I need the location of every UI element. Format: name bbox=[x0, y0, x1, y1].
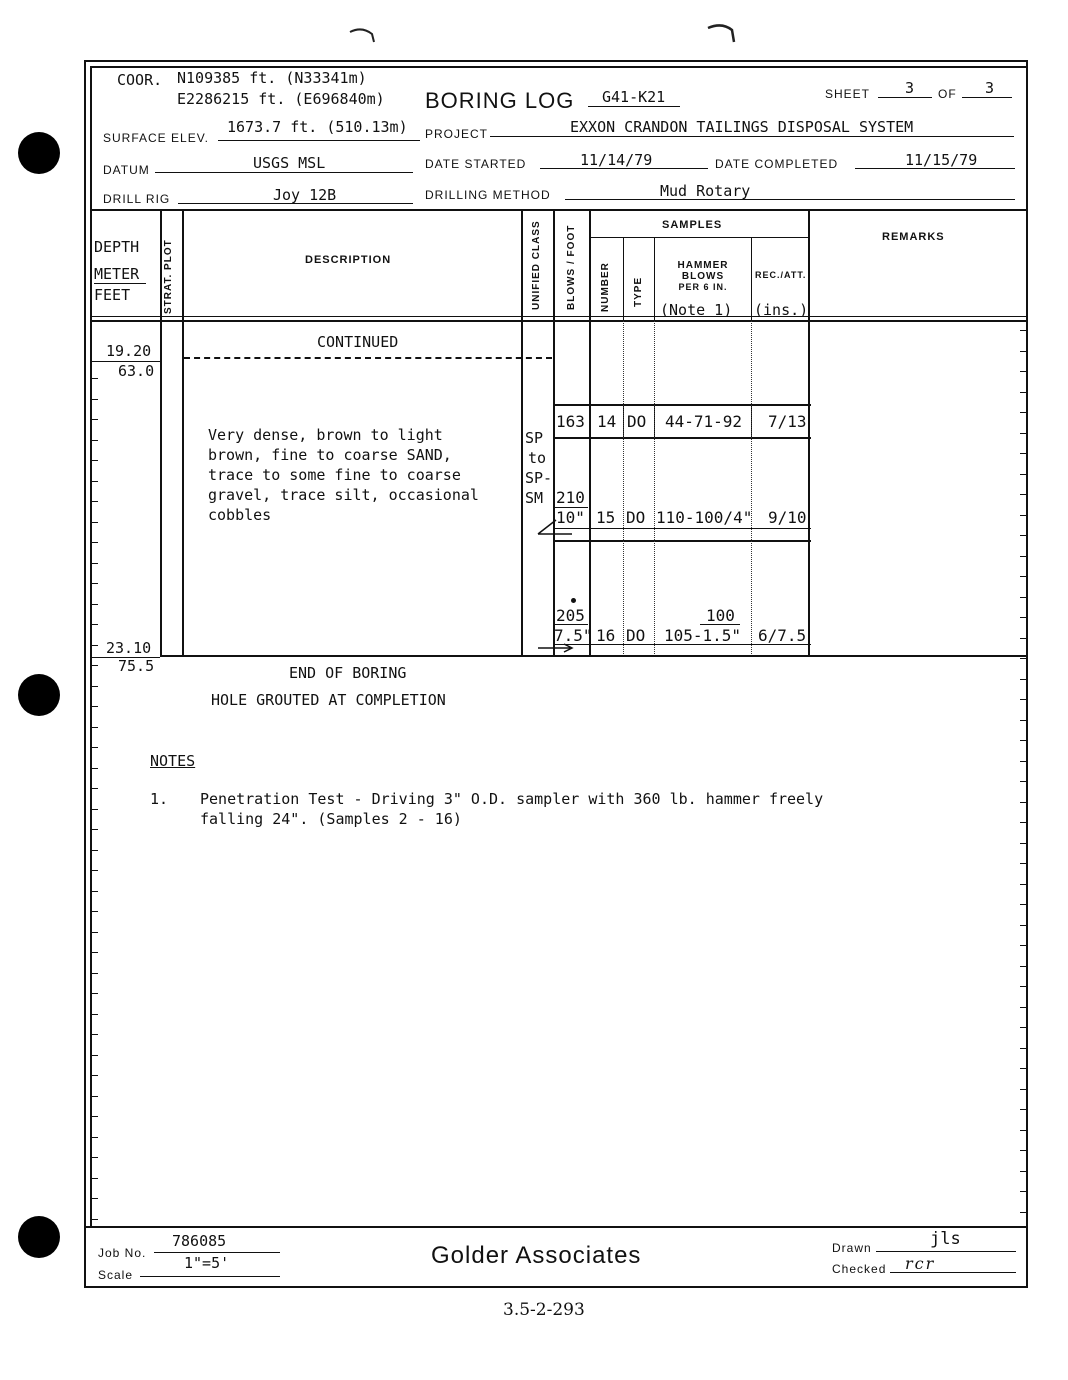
edge-tick bbox=[1020, 1109, 1027, 1110]
depth-tick bbox=[91, 952, 98, 953]
scale-underline bbox=[140, 1276, 280, 1277]
depth-tick bbox=[91, 624, 98, 625]
edge-tick bbox=[1020, 617, 1027, 618]
sheet-number: 3 bbox=[905, 79, 915, 97]
sample-16-hammer: 105-1.5" bbox=[664, 626, 742, 645]
sample-15-hammer: 110-100/4" bbox=[656, 508, 753, 527]
date-started-value: 11/14/79 bbox=[580, 151, 653, 169]
depth-tick bbox=[91, 788, 98, 789]
depth-tick bbox=[91, 891, 98, 892]
col-hammer-note: (Note 1) bbox=[660, 301, 733, 319]
sample-15-bottom-rule bbox=[553, 540, 811, 542]
depth-tick bbox=[91, 1096, 98, 1097]
edge-tick bbox=[1020, 576, 1027, 577]
depth-tick bbox=[91, 460, 98, 461]
edge-tick bbox=[1020, 945, 1027, 946]
drilling-method-underline bbox=[565, 199, 1015, 200]
depth-tick bbox=[91, 829, 98, 830]
col-hammer-line1: HAMMER bbox=[677, 260, 729, 271]
project-value: EXXON CRANDON TAILINGS DISPOSAL SYSTEM bbox=[570, 118, 914, 136]
footer-top-rule bbox=[84, 1226, 1028, 1228]
depth-tick bbox=[91, 1075, 98, 1076]
edge-tick bbox=[1020, 1212, 1027, 1213]
datum-value: USGS MSL bbox=[253, 154, 326, 172]
edge-tick bbox=[1020, 494, 1027, 495]
soil-description-line: Very dense, brown to light bbox=[208, 426, 443, 444]
depth-tick bbox=[91, 481, 98, 482]
depth-tick bbox=[91, 604, 98, 605]
col-divider-desc bbox=[521, 209, 523, 657]
form-frame bbox=[84, 60, 1028, 1288]
sample-16-rec: 6/7.5 bbox=[758, 626, 807, 645]
frame-top-inner bbox=[90, 66, 1028, 68]
drilling-method-label: DRILLING METHOD bbox=[425, 188, 551, 202]
edge-tick bbox=[1020, 904, 1027, 905]
binder-hole-top bbox=[18, 132, 60, 174]
note-line-2: falling 24". (Samples 2 - 16) bbox=[200, 810, 462, 828]
end-of-log-rule bbox=[160, 655, 1028, 657]
edge-tick bbox=[1020, 474, 1027, 475]
edge-tick bbox=[1020, 330, 1027, 331]
edge-tick bbox=[1020, 863, 1027, 864]
edge-tick bbox=[1020, 556, 1027, 557]
type-col-guide bbox=[654, 321, 655, 656]
col-divider-type-hdr bbox=[654, 237, 655, 321]
soil-description-line: trace to some fine to coarse bbox=[208, 466, 461, 484]
unified-class-line: SM bbox=[525, 489, 544, 507]
col-hammer-header bbox=[663, 260, 743, 293]
project-label: PROJECT bbox=[425, 127, 489, 141]
edge-tick bbox=[1020, 843, 1027, 844]
col-type: TYPE bbox=[633, 276, 644, 307]
col-samples: SAMPLES bbox=[662, 219, 723, 231]
depth-tick bbox=[91, 727, 98, 728]
job-no-label: Job No. bbox=[98, 1246, 147, 1260]
sample-14-rec: 7/13 bbox=[768, 412, 807, 431]
col-divider-depth bbox=[160, 209, 162, 657]
edge-tick bbox=[1020, 1048, 1027, 1049]
edge-tick bbox=[1020, 412, 1027, 413]
sample-14-hammer: 44-71-92 bbox=[665, 412, 743, 431]
end-of-boring: END OF BORING bbox=[289, 664, 407, 682]
end-depth-feet: 75.5 bbox=[118, 657, 155, 675]
col-divider-blows bbox=[589, 209, 591, 657]
depth-tick bbox=[91, 1055, 98, 1056]
form-title: BORING LOG bbox=[425, 88, 575, 113]
col-divider-number-hdr bbox=[623, 237, 624, 321]
depth-tick bbox=[91, 706, 98, 707]
depth-tick bbox=[91, 870, 98, 871]
drawn-label: Drawn bbox=[832, 1241, 872, 1255]
col-rec-units: (ins.) bbox=[754, 301, 809, 319]
samples-subheader-rule bbox=[590, 237, 809, 238]
sheet-total-underline bbox=[962, 97, 1012, 98]
drawn-value: jls bbox=[930, 1229, 961, 1249]
start-depth-feet: 63.0 bbox=[118, 362, 155, 380]
soil-description bbox=[208, 425, 479, 525]
col-hammer-line2: BLOWS bbox=[681, 271, 725, 282]
col-number: NUMBER bbox=[600, 262, 611, 312]
sample-16-hammer-fraction-bar bbox=[700, 624, 740, 625]
depth-tick bbox=[91, 768, 98, 769]
sample-16-blows: 205 bbox=[556, 606, 585, 625]
date-completed-label: DATE COMPLETED bbox=[715, 157, 839, 171]
col-divider-hammer-hdr bbox=[751, 237, 752, 321]
coor-label: COOR. bbox=[117, 71, 163, 89]
depth-tick bbox=[91, 1137, 98, 1138]
depth-tick bbox=[91, 911, 98, 912]
sample-16-arrow bbox=[536, 638, 576, 654]
boring-id: G41-K21 bbox=[602, 88, 666, 106]
of-label: OF bbox=[938, 87, 957, 101]
note-line-1: Penetration Test - Driving 3" O.D. sampler with 360 lb. hammer freely bbox=[200, 790, 824, 808]
date-completed-value: 11/15/79 bbox=[905, 151, 978, 169]
binder-hole-bottom bbox=[18, 1216, 60, 1258]
depth-tick bbox=[91, 1034, 98, 1035]
checked-underline bbox=[890, 1272, 1016, 1273]
date-started-underline bbox=[540, 168, 708, 169]
edge-tick bbox=[1020, 720, 1027, 721]
sheet-label: SHEET bbox=[825, 87, 871, 101]
sample-14-blows: 163 bbox=[556, 412, 585, 431]
sample-15-number: 15 bbox=[596, 508, 616, 527]
col-divider-strat bbox=[182, 209, 184, 657]
note-number: 1. bbox=[150, 790, 169, 808]
checked-label: Checked bbox=[832, 1262, 887, 1276]
edge-tick bbox=[1020, 1007, 1027, 1008]
sheet-number-underline bbox=[878, 97, 932, 98]
depth-tick bbox=[91, 419, 98, 420]
drawn-underline bbox=[876, 1251, 1016, 1252]
depth-tick bbox=[91, 1198, 98, 1199]
sample-14-type: DO bbox=[627, 412, 647, 431]
edge-tick bbox=[1020, 597, 1027, 598]
sample-16-type: DO bbox=[626, 626, 646, 645]
notes-title: NOTES bbox=[150, 752, 196, 770]
scale-label: Scale bbox=[98, 1268, 134, 1282]
sample-14-bottom-rule bbox=[553, 437, 811, 439]
date-started-label: DATE STARTED bbox=[425, 157, 527, 171]
checked-initials: rcr bbox=[905, 1254, 936, 1273]
frame-left-inner bbox=[90, 66, 92, 1226]
edge-tick bbox=[1020, 925, 1027, 926]
edge-tick bbox=[1020, 699, 1027, 700]
sample-16-bottom-rule bbox=[553, 644, 811, 645]
depth-tick bbox=[91, 563, 98, 564]
job-no-value: 786085 bbox=[172, 1232, 227, 1250]
depth-tick bbox=[91, 583, 98, 584]
edge-tick bbox=[1020, 822, 1027, 823]
binder-hole-middle bbox=[18, 674, 60, 716]
drilling-method-value: Mud Rotary bbox=[660, 182, 751, 200]
col-hammer-line3: PER 6 IN. bbox=[678, 282, 728, 292]
edge-tick bbox=[1020, 371, 1027, 372]
edge-tick bbox=[1020, 761, 1027, 762]
depth-tick bbox=[91, 1116, 98, 1117]
edge-tick bbox=[1020, 638, 1027, 639]
depth-tick bbox=[91, 1014, 98, 1015]
col-remarks: REMARKS bbox=[882, 231, 945, 243]
edge-tick bbox=[1020, 658, 1027, 659]
datum-underline bbox=[155, 172, 413, 173]
hole-grouted: HOLE GROUTED AT COMPLETION bbox=[211, 691, 446, 709]
depth-tick bbox=[91, 1219, 98, 1220]
depth-tick bbox=[91, 686, 98, 687]
drill-rig-value: Joy 12B bbox=[273, 186, 337, 204]
col-unified-class: UNIFIED CLASS bbox=[531, 220, 542, 310]
sample-15-blows-sub: 10" bbox=[556, 508, 585, 527]
col-depth-divider bbox=[94, 283, 146, 284]
col-description: DESCRIPTION bbox=[305, 254, 392, 266]
col-depth-line3: FEET bbox=[94, 286, 131, 304]
column-header-double-rule bbox=[90, 316, 1028, 317]
sample-15-top-rule bbox=[553, 528, 811, 529]
unified-class-line: to bbox=[528, 449, 547, 467]
depth-tick bbox=[91, 1157, 98, 1158]
page-reference: 3.5-2-293 bbox=[503, 1300, 585, 1320]
edge-tick bbox=[1020, 884, 1027, 885]
edge-tick bbox=[1020, 515, 1027, 516]
sample-16-blows-fraction-bar bbox=[554, 624, 588, 625]
number-col-guide bbox=[623, 321, 624, 656]
job-no-underline bbox=[154, 1252, 280, 1253]
soil-description-line: cobbles bbox=[208, 506, 272, 524]
col-depth-line1: DEPTH bbox=[94, 238, 140, 256]
sample-15-blows: 210 bbox=[556, 488, 585, 507]
staple-mark-left bbox=[348, 24, 378, 44]
surface-elev-underline bbox=[218, 140, 420, 141]
edge-tick bbox=[1020, 1171, 1027, 1172]
date-completed-underline bbox=[855, 168, 1015, 169]
edge-tick bbox=[1020, 1089, 1027, 1090]
depth-tick bbox=[91, 440, 98, 441]
soil-description-line: brown, fine to coarse SAND, bbox=[208, 446, 452, 464]
boring-id-underline bbox=[588, 106, 680, 107]
sample-16-number: 16 bbox=[596, 626, 616, 645]
coor-east: E2286215 ft. (E696840m) bbox=[177, 90, 385, 108]
drill-rig-label: DRILL RIG bbox=[103, 192, 171, 206]
scale-value: 1"=5' bbox=[184, 1254, 230, 1272]
depth-tick bbox=[91, 932, 98, 933]
edge-tick bbox=[1020, 1191, 1027, 1192]
edge-tick bbox=[1020, 453, 1027, 454]
depth-tick bbox=[91, 645, 98, 646]
col-blows-foot: BLOWS / FOOT bbox=[566, 224, 577, 310]
edge-tick bbox=[1020, 1068, 1027, 1069]
depth-tick bbox=[91, 399, 98, 400]
sample-14-top-rule bbox=[553, 404, 811, 406]
sample-14-number: 14 bbox=[597, 412, 617, 431]
depth-tick bbox=[91, 1178, 98, 1179]
depth-tick bbox=[91, 973, 98, 974]
stratum-boundary-dashed bbox=[184, 357, 552, 359]
edge-tick bbox=[1020, 1130, 1027, 1131]
surface-elev-value: 1673.7 ft. (510.13m) bbox=[227, 118, 408, 136]
unified-class-line: SP- bbox=[525, 469, 553, 487]
sample-16-blows-sub: 7.5" bbox=[554, 626, 593, 645]
sample-16-dot bbox=[571, 598, 576, 603]
edge-tick bbox=[1020, 966, 1027, 967]
company-name: Golder Associates bbox=[431, 1242, 642, 1269]
col-strat-plot: STRAT. PLOT bbox=[163, 239, 174, 314]
sample-15-rec: 9/10 bbox=[768, 508, 807, 527]
col-divider-unified bbox=[553, 209, 555, 657]
end-depth-meter: 23.10 bbox=[106, 639, 152, 657]
edge-tick bbox=[1020, 433, 1027, 434]
edge-tick bbox=[1020, 986, 1027, 987]
edge-tick bbox=[1020, 392, 1027, 393]
edge-tick bbox=[1020, 679, 1027, 680]
sample-15-arrow bbox=[536, 518, 576, 538]
edge-tick bbox=[1020, 802, 1027, 803]
start-depth-meter: 19.20 bbox=[106, 342, 152, 360]
sample-16-hammer-top: 100 bbox=[706, 606, 735, 625]
depth-tick bbox=[91, 522, 98, 523]
edge-tick bbox=[1020, 1150, 1027, 1151]
coor-north: N109385 ft. (N33341m) bbox=[177, 69, 367, 87]
project-underline bbox=[490, 136, 1014, 137]
sample-15-type: DO bbox=[626, 508, 646, 527]
hammer-col-guide bbox=[751, 321, 752, 656]
datum-label: DATUM bbox=[103, 163, 150, 177]
depth-tick bbox=[91, 850, 98, 851]
edge-tick bbox=[1020, 351, 1027, 352]
column-header-bottom-rule bbox=[90, 320, 1028, 322]
header-bottom-rule bbox=[90, 209, 1028, 211]
drill-rig-underline bbox=[178, 203, 413, 204]
edge-tick bbox=[1020, 781, 1027, 782]
depth-tick bbox=[91, 378, 98, 379]
unified-class-line: SP bbox=[525, 429, 544, 447]
sheet-total: 3 bbox=[985, 79, 995, 97]
col-depth-line2: METER bbox=[94, 265, 140, 283]
soil-description-line: gravel, trace silt, occasional bbox=[208, 486, 479, 504]
depth-tick bbox=[91, 501, 98, 502]
edge-tick bbox=[1020, 740, 1027, 741]
staple-mark-right bbox=[706, 20, 740, 46]
depth-tick bbox=[91, 993, 98, 994]
col-rec-att: REC./ATT. bbox=[755, 270, 807, 280]
surface-elev-label: SURFACE ELEV. bbox=[103, 131, 209, 145]
edge-tick bbox=[1020, 1027, 1027, 1028]
edge-tick bbox=[1020, 535, 1027, 536]
unified-class-value bbox=[525, 428, 552, 508]
col-divider-rec bbox=[808, 209, 810, 657]
depth-tick bbox=[91, 747, 98, 748]
depth-tick bbox=[91, 665, 98, 666]
depth-tick bbox=[91, 809, 98, 810]
depth-tick bbox=[91, 542, 98, 543]
continued-label: CONTINUED bbox=[317, 333, 399, 351]
